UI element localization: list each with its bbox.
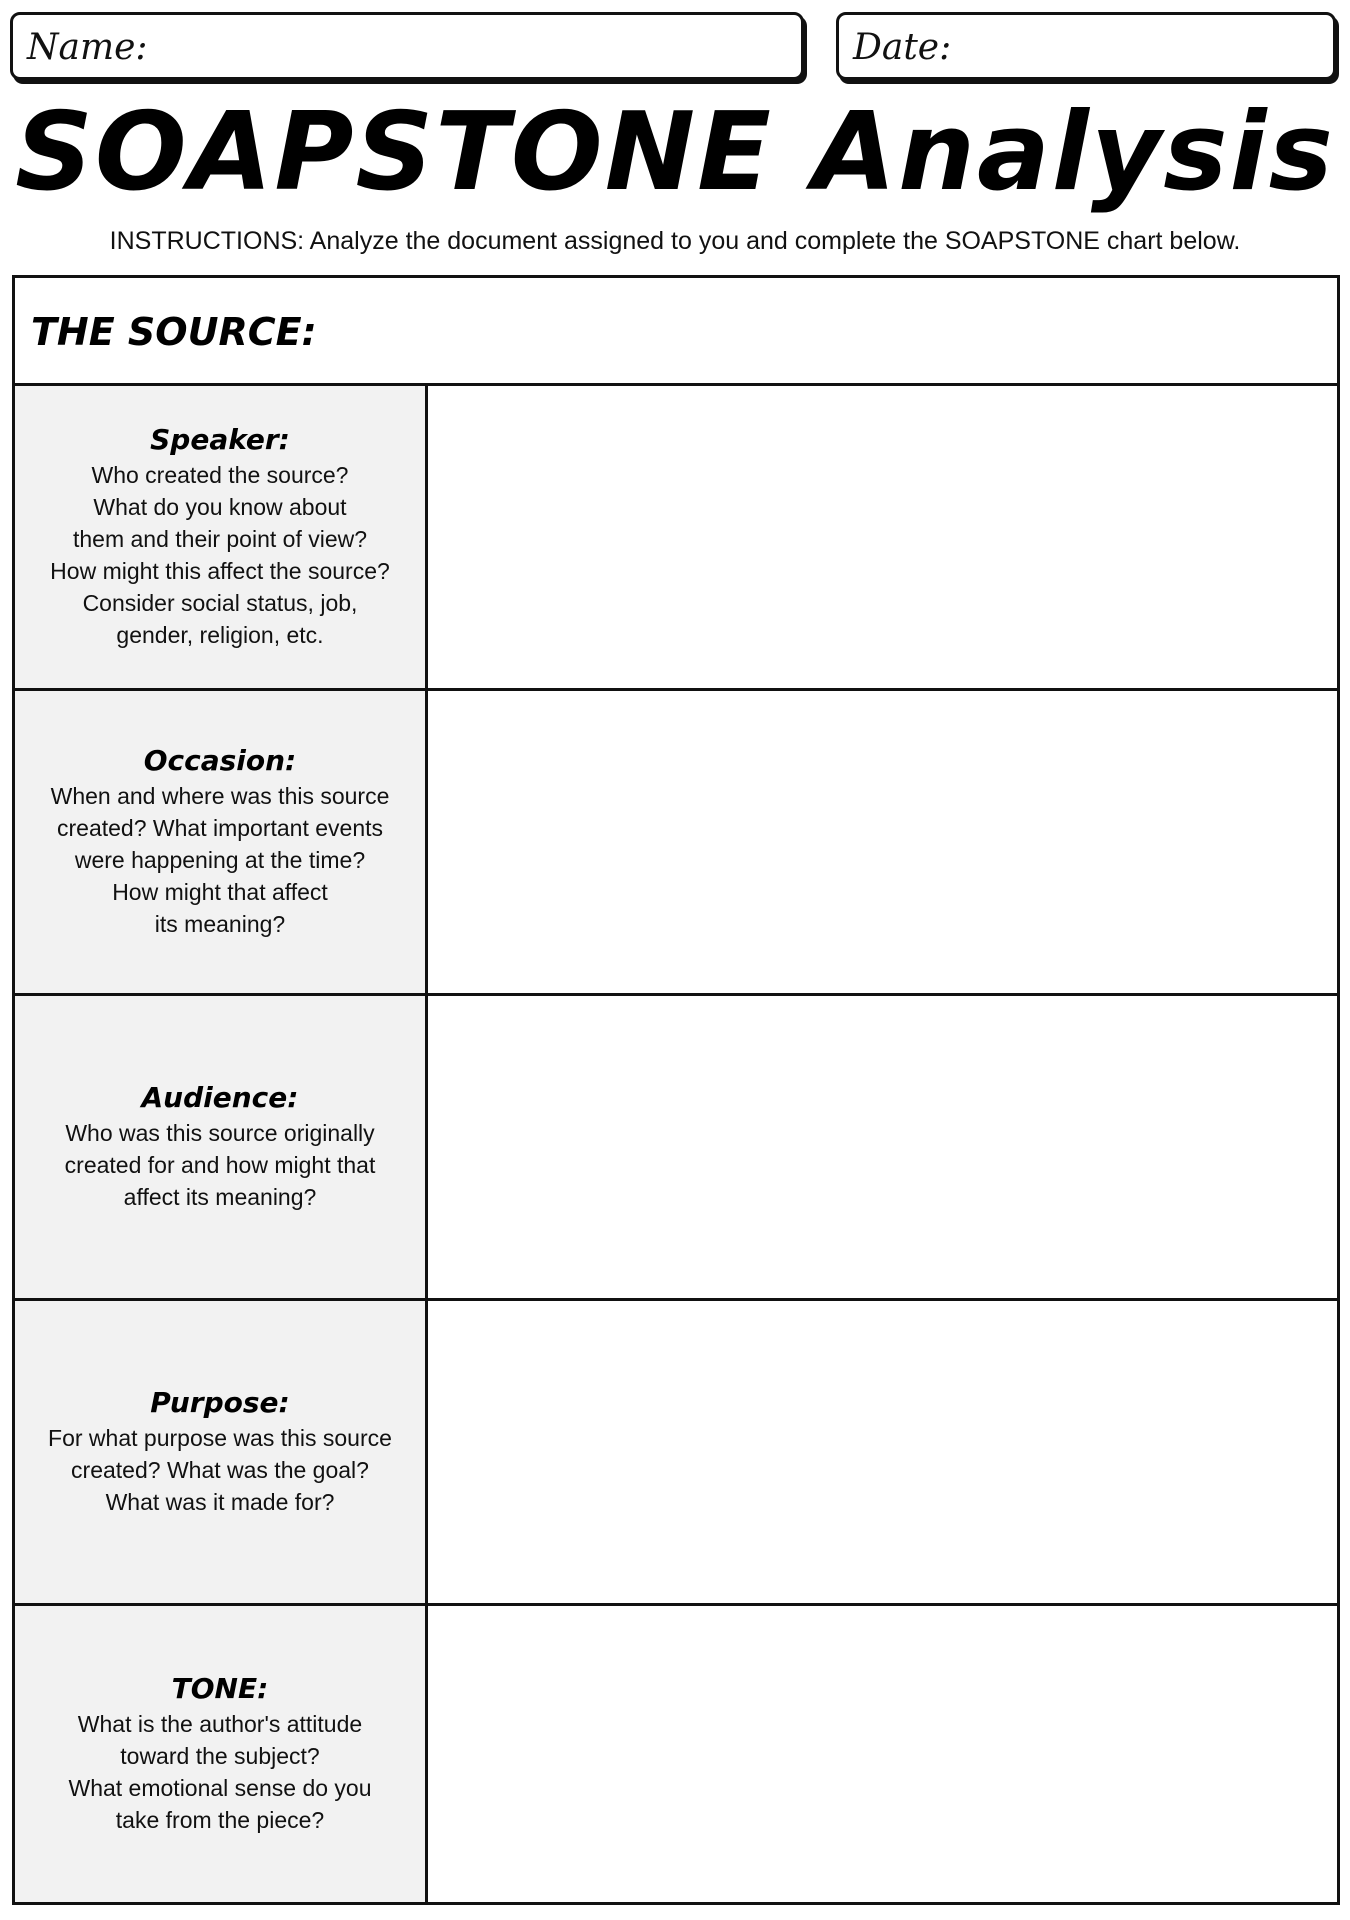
purpose-prompt-line: What was it made for?	[105, 1489, 335, 1515]
date-field[interactable]	[836, 12, 1336, 80]
speaker-prompt-line: How might this affect the source?	[50, 558, 390, 584]
tone-heading: TONE:	[171, 1672, 269, 1705]
tone-prompt-cell	[15, 1606, 428, 1902]
speaker-prompt-line: What do you know about	[93, 494, 347, 520]
tone-answer-cell[interactable]	[431, 1606, 1337, 1902]
tone-prompt-line: What emotional sense do you	[68, 1775, 372, 1801]
page-title: SOAPSTONE Analysis	[15, 90, 1335, 215]
occasion-prompt-line: were happening at the time?	[74, 847, 366, 873]
purpose-prompt-cell	[15, 1301, 428, 1603]
soapstone-chart	[12, 275, 1340, 1905]
speaker-prompt-cell	[15, 386, 428, 688]
source-label: THE SOURCE:	[31, 310, 317, 354]
speaker-prompt-line: Who created the source?	[91, 462, 349, 488]
occasion-prompt-line: When and where was this source	[50, 783, 390, 809]
name-field[interactable]	[10, 12, 804, 80]
audience-prompt-line: affect its meaning?	[123, 1184, 317, 1210]
source-row[interactable]	[15, 278, 1337, 386]
occasion-prompt-line: created? What important events	[57, 815, 383, 841]
occasion-row	[15, 691, 1337, 996]
purpose-prompt-line: For what purpose was this source	[48, 1425, 392, 1451]
speaker-answer-cell[interactable]	[431, 386, 1337, 688]
audience-answer-cell[interactable]	[431, 996, 1337, 1298]
purpose-answer-cell[interactable]	[431, 1301, 1337, 1603]
purpose-heading: Purpose:	[150, 1386, 290, 1419]
speaker-heading: Speaker:	[150, 423, 290, 456]
audience-row	[15, 996, 1337, 1301]
tone-prompt-line: take from the piece?	[115, 1807, 325, 1833]
occasion-prompt-line: How might that affect	[112, 879, 328, 905]
audience-prompt-line: Who was this source originally	[65, 1120, 375, 1146]
date-label: Date:	[853, 27, 952, 68]
audience-prompt-cell	[15, 996, 428, 1298]
speaker-prompt-line: gender, religion, etc.	[116, 622, 324, 648]
purpose-row	[15, 1301, 1337, 1606]
tone-prompt-line: What is the author's attitude	[77, 1711, 363, 1737]
occasion-answer-cell[interactable]	[431, 691, 1337, 993]
speaker-prompt-line: Consider social status, job,	[82, 590, 358, 616]
tone-row	[15, 1606, 1337, 1902]
speaker-prompt-line: them and their point of view?	[72, 526, 368, 552]
occasion-heading: Occasion:	[143, 744, 297, 777]
tone-prompt-line: toward the subject?	[120, 1743, 320, 1769]
occasion-prompt-cell	[15, 691, 428, 993]
occasion-prompt-line: its meaning?	[154, 911, 286, 937]
audience-heading: Audience:	[141, 1081, 299, 1114]
name-label: Name:	[27, 27, 148, 68]
instructions-text: INSTRUCTIONS: Analyze the document assigned to you and complete the SOAPSTONE chart below.	[109, 227, 1241, 255]
purpose-prompt-line: created? What was the goal?	[71, 1457, 369, 1483]
speaker-row	[15, 386, 1337, 691]
audience-prompt-line: created for and how might that	[64, 1152, 376, 1178]
